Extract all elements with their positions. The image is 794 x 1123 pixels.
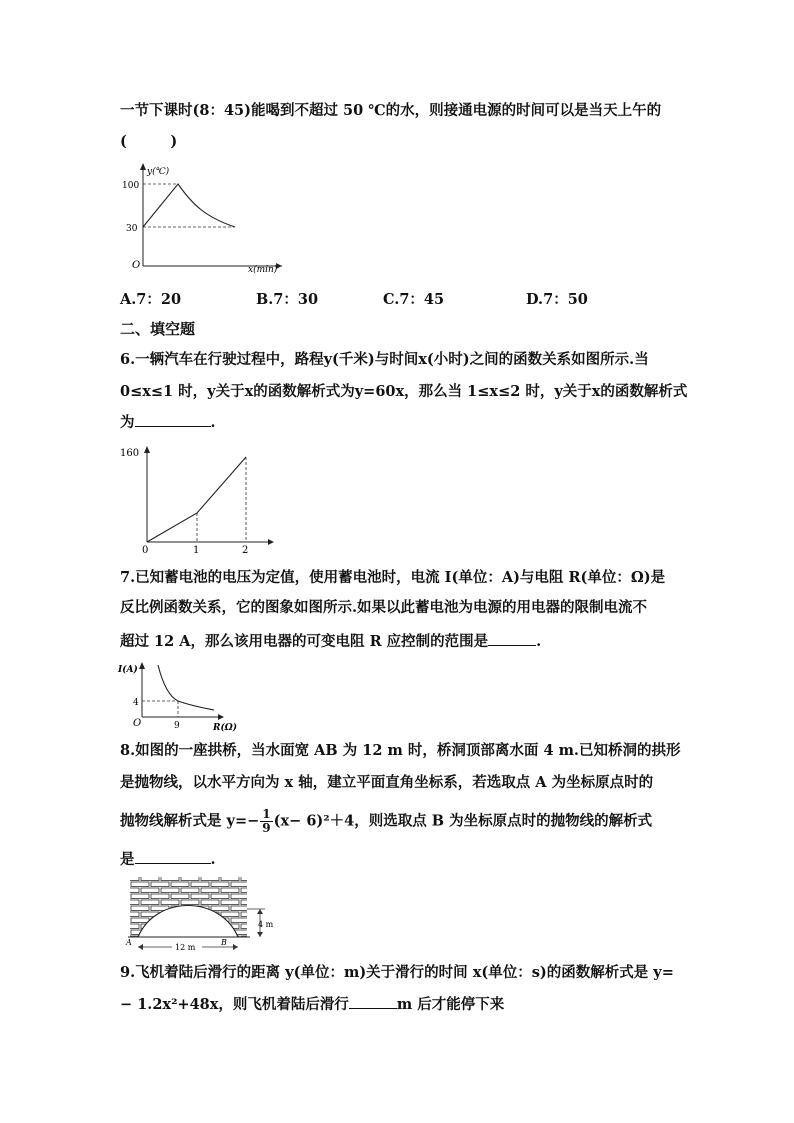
q5-option-d[interactable]: D.7：50	[526, 291, 588, 308]
q6-line3-pre: 为	[120, 414, 135, 431]
q7-current-graph	[118, 660, 243, 735]
q7-y-label: I(A)	[118, 665, 138, 675]
q6-line	[147, 457, 246, 542]
q7-text-line2: 反比例函数关系，它的图象如图所示.如果以此蓄电池为电源的用电器的限制电流不	[120, 599, 648, 616]
q7-text-line3	[120, 631, 720, 652]
q5-tick-30: 30	[126, 224, 138, 234]
q8-height-arrowhead-bottom	[257, 932, 263, 937]
q8-width-arrowhead-left	[138, 944, 143, 950]
q5-y-arrow	[140, 163, 146, 170]
q8-answer-blank[interactable]	[135, 849, 211, 864]
q5-option-a[interactable]: A.7：20	[120, 291, 182, 308]
q6-tick-2: 2	[242, 545, 249, 556]
q7-line3-post: .	[536, 633, 542, 650]
q7-tick-9: 9	[174, 721, 180, 731]
q6-line3-post: .	[210, 414, 216, 431]
q5-text-line1: 一节下课时(8：45)能喝到不超过 50 ℃的水，则接通电源的时间可以是当天上午的	[120, 102, 662, 119]
q5-option-b[interactable]: B.7：30	[256, 291, 319, 308]
q7-curve	[158, 665, 214, 710]
q8-bridge-figure	[120, 875, 280, 955]
q5-tick-100: 100	[122, 181, 140, 191]
q8-width-arrowhead-right	[233, 944, 238, 950]
q6-tick-1: 1	[193, 545, 200, 556]
q6-x-arrow	[268, 539, 274, 545]
q7-answer-blank[interactable]	[488, 631, 536, 646]
q9-text-line2	[120, 994, 720, 1015]
q8-height-label: 4 m	[258, 920, 274, 929]
q7-text-line1: 7.已知蓄电池的电压为定值，使用蓄电池时，电流 I(单位：A)与电阻 R(单位：Ω)是	[120, 569, 666, 586]
q8-point-a: A	[126, 938, 132, 947]
q8-fraction	[260, 808, 272, 835]
q8-line3-pre: 抛物线解析式是 y=−	[120, 812, 260, 830]
q6-answer-blank[interactable]	[135, 412, 211, 427]
q9-answer-blank[interactable]	[349, 994, 397, 1009]
q7-line3-pre: 超过 12 A，那么该用电器的可变电阻 R 应控制的范围是	[120, 633, 489, 650]
q5-curve	[143, 184, 235, 227]
q8-line4-post: .	[210, 851, 216, 868]
q8-frac-num: 1	[262, 807, 271, 821]
q8-text-line2: 是抛物线，以水平方向为 x 轴，建立平面直角坐标系，若选取点 A 为坐标原点时的	[120, 774, 654, 791]
q8-line3-post: (x− 6)²＋4，则选取点 B 为坐标原点时的抛物线的解析式	[273, 812, 653, 830]
q5-answer-paren: ( )	[120, 133, 178, 150]
q8-text-line4	[120, 849, 720, 870]
q6-tick-0: 0	[142, 545, 149, 556]
q8-line4-pre: 是	[120, 851, 135, 868]
q6-text-line2: 0≤x≤1 时，y关于x的函数解析式为y=60x，那么当 1≤x≤2 时，y关于x的函数解析式	[120, 383, 688, 400]
q5-option-c[interactable]: C.7：45	[383, 291, 445, 308]
q9-line2-post: m 后才能停下来	[396, 996, 505, 1013]
q5-origin: O	[132, 260, 141, 271]
q6-tick-160: 160	[120, 448, 140, 459]
q8-point-b: B	[221, 938, 227, 947]
section-title-fill-in: 二、填空题	[120, 320, 196, 338]
q6-distance-graph	[120, 445, 280, 557]
q6-y-arrow	[144, 446, 150, 453]
q5-x-label: x(min)	[248, 265, 278, 275]
q7-origin: O	[133, 718, 142, 729]
q7-tick-4: 4	[133, 698, 139, 708]
q8-frac-den: 9	[262, 821, 271, 835]
q8-width-label: 12 m	[175, 943, 196, 952]
q7-x-label: R(Ω)	[213, 723, 238, 733]
q9-text-line1: 9.飞机着陆后滑行的距离 y(单位：m)关于滑行的时间 x(单位：s)的函数解析式是 y=	[120, 964, 674, 981]
q5-y-label: y(℃)	[147, 167, 170, 177]
q9-line2-pre: − 1.2x²+48x，则飞机着陆后滑行	[120, 996, 349, 1013]
q6-text-line3	[120, 412, 720, 433]
q5-temperature-graph	[120, 160, 290, 275]
q8-text-line3	[120, 808, 720, 835]
q8-text-line1: 8.如图的一座拱桥，当水面宽 AB 为 12 m 时，桥洞顶部离水面 4 m.已知桥洞的拱形	[120, 742, 681, 759]
q7-y-arrow	[139, 662, 145, 669]
q7-x-arrow	[218, 714, 224, 720]
q8-height-arrowhead-top	[257, 909, 263, 914]
q6-text-line1: 6.一辆汽车在行驶过程中，路程y(千米)与时间x(小时)之间的函数关系如图所示.当	[120, 351, 649, 368]
